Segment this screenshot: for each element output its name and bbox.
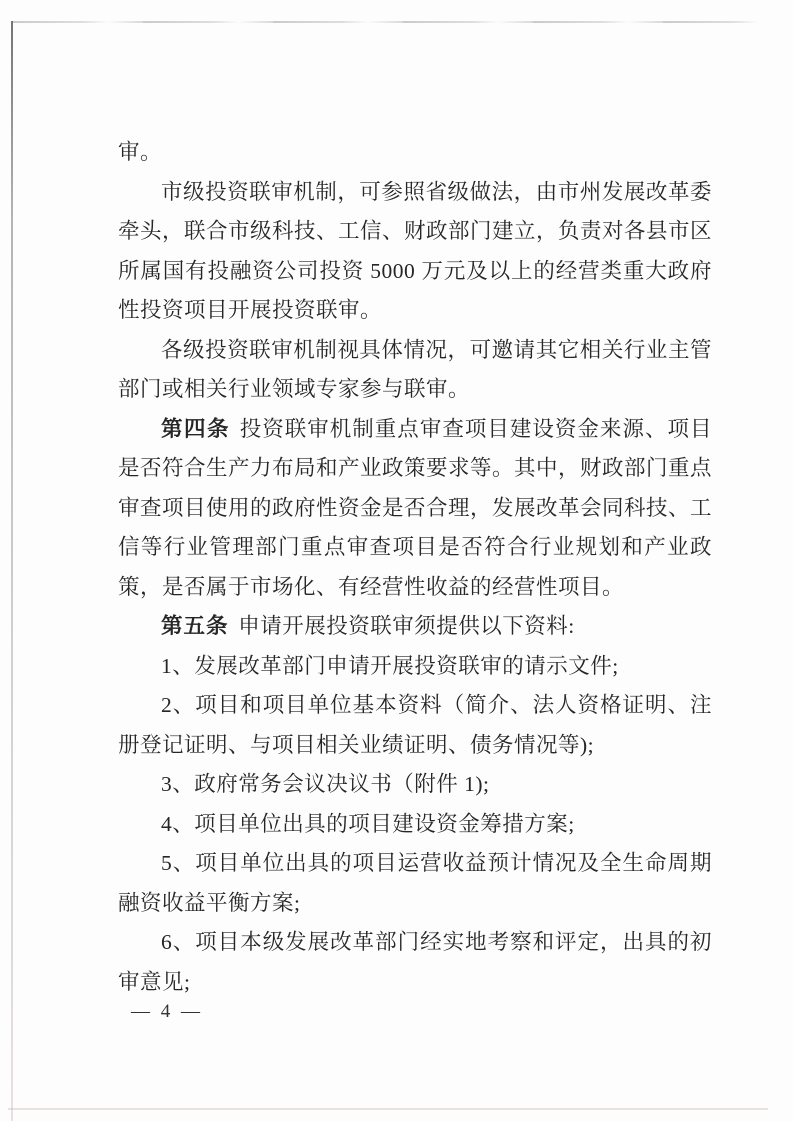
scan-artifact-left-edge: [11, 21, 13, 1121]
paragraph-article-5: [118, 607, 712, 647]
paragraph-city-level-mechanism: 市级投资联审机制，可参照省级做法，由市州发展改革委牵头，联合市级科技、工信、财政部门建立，负责对各县市区所属国有投融资公司投资 5000 万元及以上的经营类重大政府性投资项目开展投资联审。: [118, 179, 713, 322]
paragraph-article-4-text: 投资联审机制重点审查项目建设资金来源、项目是否符合生产力布局和产业政策要求等。其中，财政部门重点审查项目使用的政府性资金是否合理，发展改革会同科技、工信等行业管理部门重点审查项目是否符合行业规划和产业政策，是否属于市场化、有经营性收益的经营性项目。: [118, 416, 713, 599]
list-item-3: 3、政府常务会议决议书（附件 1);: [161, 772, 490, 796]
scan-artifact-bottom-edge: [8, 1108, 768, 1110]
list-item-5: 5、项目单位出具的项目运营收益预计情况及全生命周期融资收益平衡方案;: [118, 851, 712, 915]
clause-number-article-4: 第四条: [161, 416, 231, 441]
paragraph-article-5-text: 申请开展投资联审须提供以下资料:: [238, 614, 575, 638]
list-item-4: 4、项目单位出具的项目建设资金筹措方案;: [161, 811, 575, 836]
paragraph-invite-experts: 各级投资联审机制视具体情况，可邀请其它相关行业主管部门或相关行业领域专家参与联审。: [118, 337, 712, 401]
list-item-2: 2、项目和项目单位基本资料（简介、法人资格证明、注册登记证明、与项目相关业绩证明、债务情况等);: [118, 693, 712, 757]
clause-number-article-5: 第五条: [161, 614, 229, 638]
page-number: — 4 —: [131, 1001, 203, 1022]
list-item-1: 1、发展改革部门申请开展投资联审的请示文件;: [161, 653, 619, 678]
scan-artifact-top-edge: [13, 21, 758, 23]
paragraph-article-4: [118, 410, 712, 608]
paragraph-continuation: 审。: [118, 140, 163, 164]
document-body: [118, 133, 712, 1002]
list-item-6: 6、项目本级发展改革部门经实地考察和评定，出具的初审意见;: [118, 930, 712, 994]
